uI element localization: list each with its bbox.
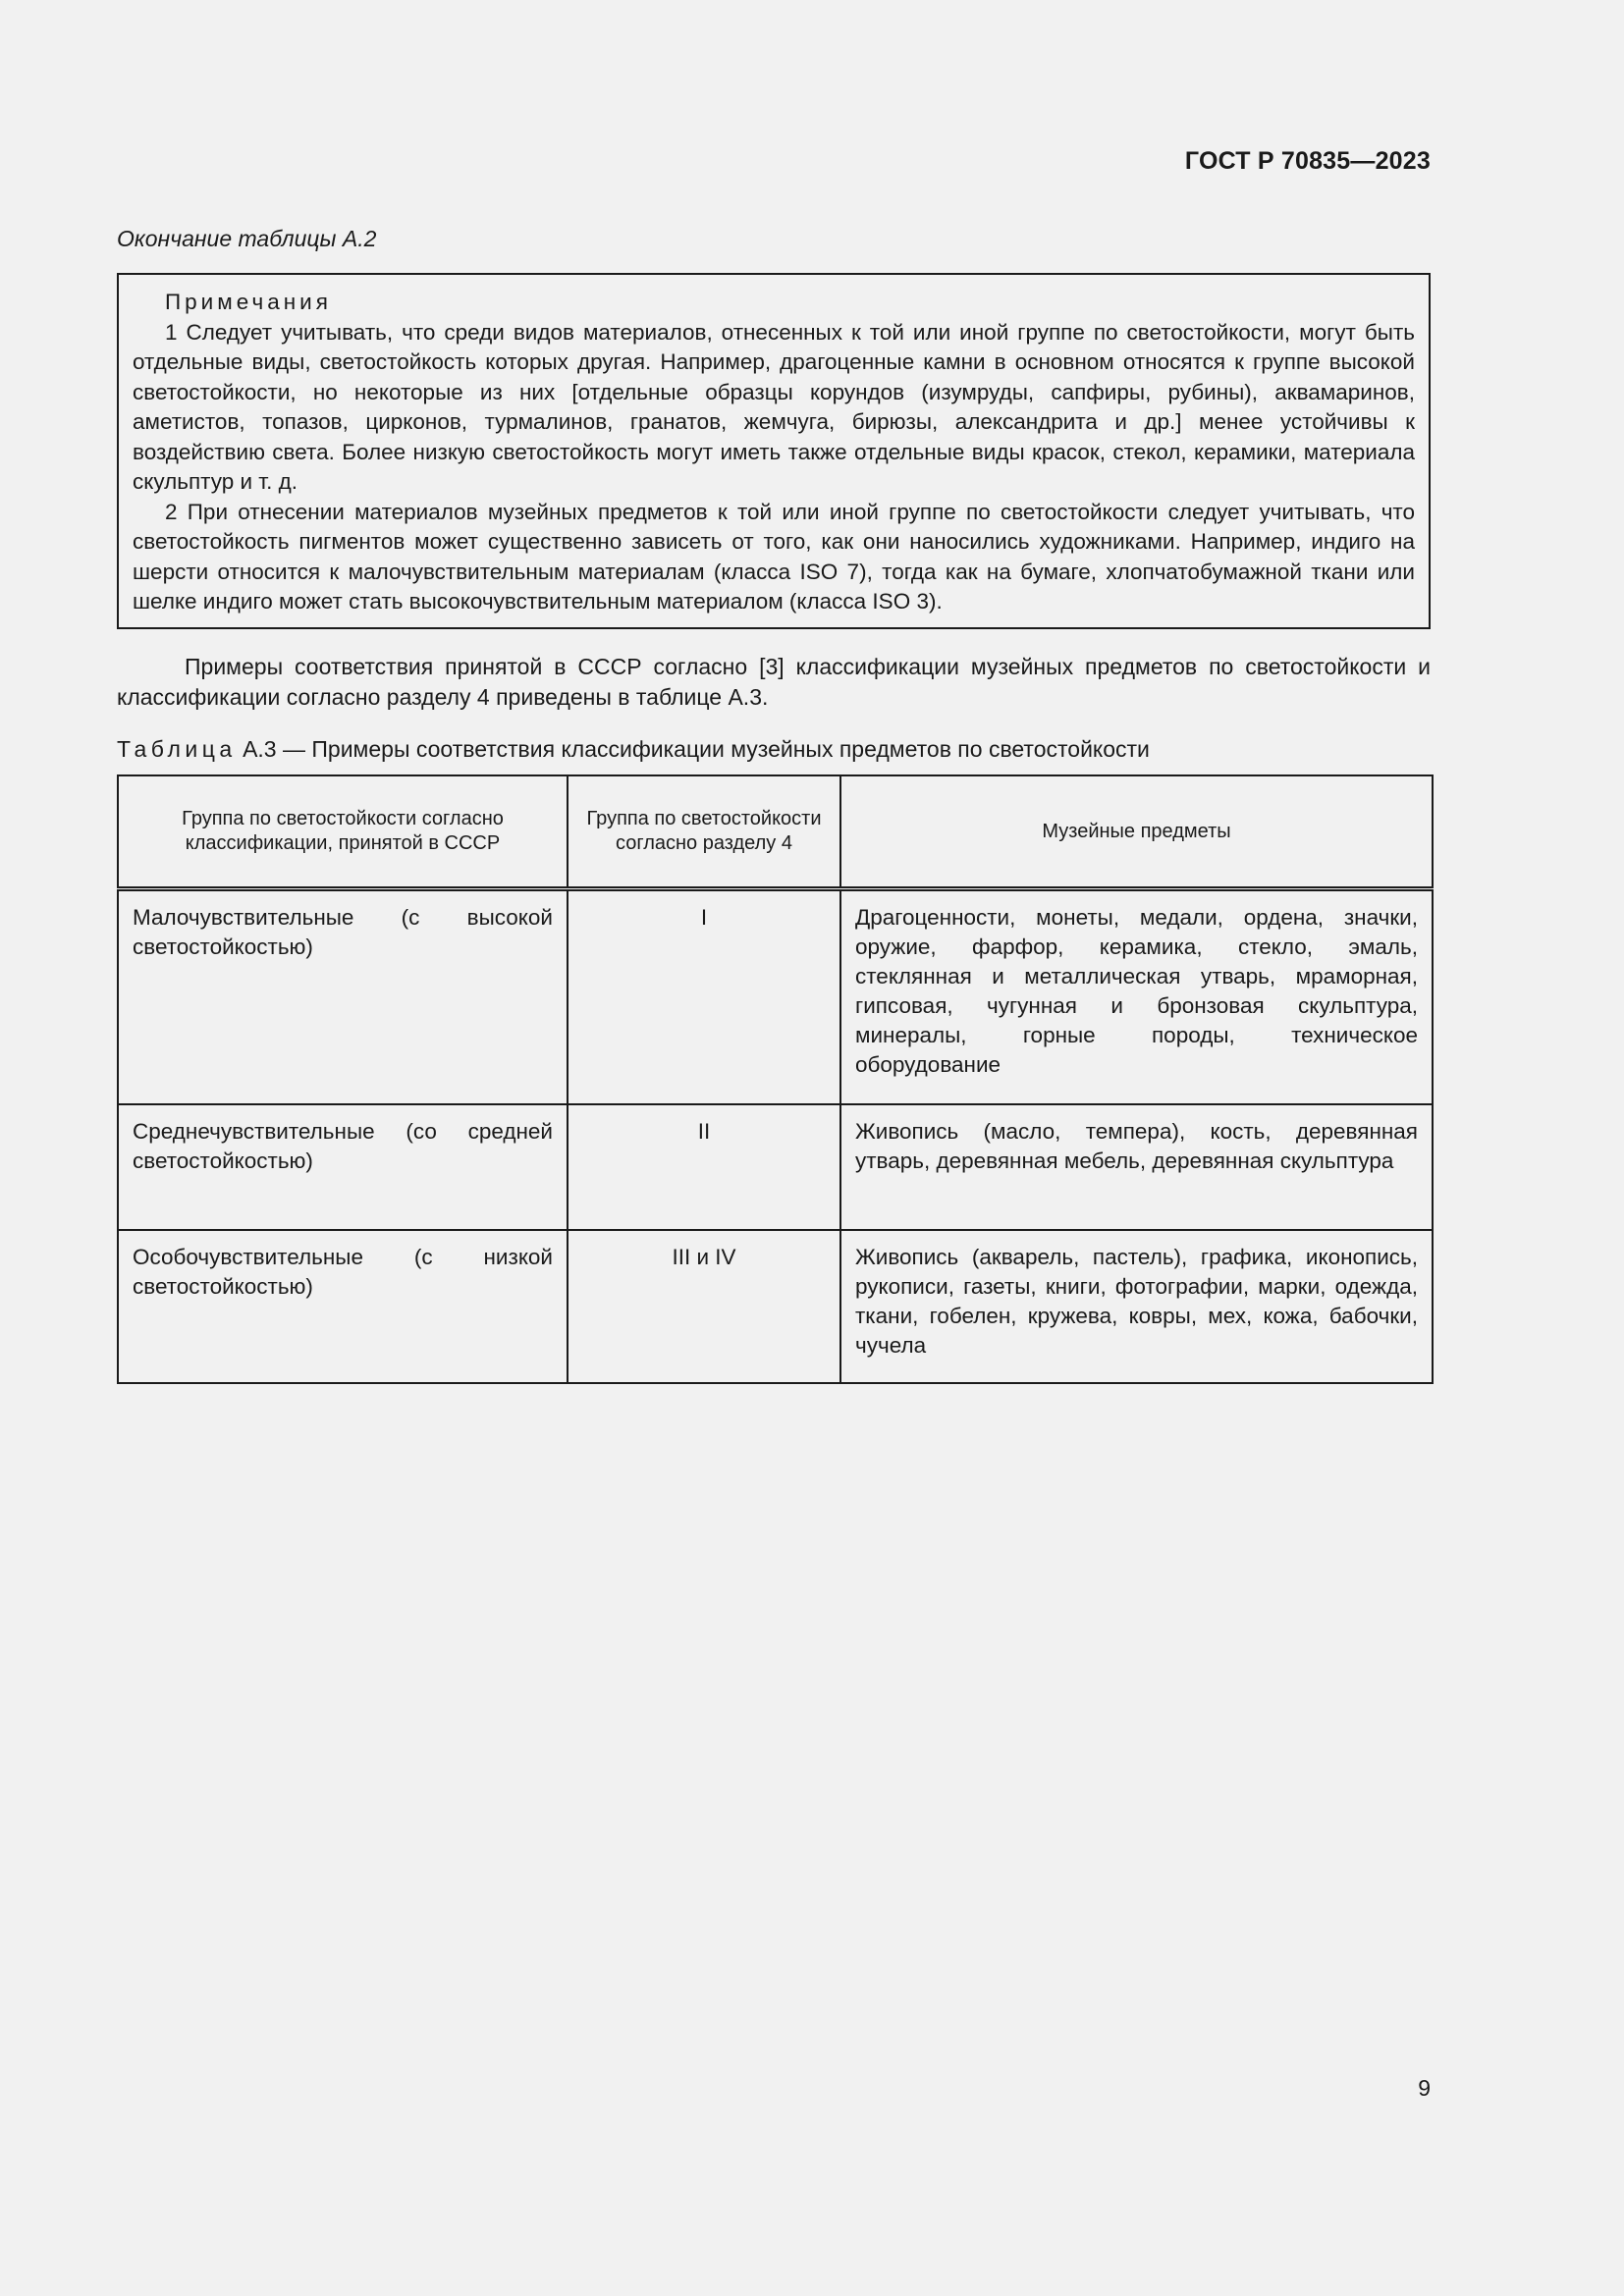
table-row	[118, 1230, 1433, 1383]
note-item-1: 1 Следует учитывать, что среди видов материалов, отнесенных к той или иной группе по светостойкости, могут быть отдельные виды, светостойкость которых другая. Например, драгоценные камни в основном относятся к группе высокой светостойкости, но некоторые из них [отдельные образцы корундов (изумруды, сапфиры, рубины), аквамаринов, аметистов, топазов, цирконов, турмалинов, гранатов, жемчуга, бирюзы, александрита и др.] менее устойчивы к воздействию света. Более низкую светостойкость могут иметь также отдельные виды красок, стекол, керамики, материала скульптур и т. д.	[133, 319, 1415, 494]
table-caption-text: А.3 — Примеры соответствия классификации музейных предметов по светостойкости	[243, 736, 1150, 762]
table-end-caption: Окончание таблицы А.2	[117, 226, 377, 251]
header-group-ussr: Группа по светостойкости согласно классификации, принятой в СССР	[118, 775, 568, 889]
header-museum-items: Музейные предметы	[840, 775, 1433, 889]
cell-museum-items: Драгоценности, монеты, медали, ордена, значки, оружие, фарфор, керамика, стекло, эмаль, стеклянная и металлическая утварь, мраморная, гипсовая, чугунная и бронзовая скульптура, минералы, горные породы, техническое оборудование	[840, 889, 1433, 1105]
cell-group-section4: III и IV	[568, 1230, 840, 1383]
table-caption-label: Таблица	[117, 736, 237, 762]
cell-museum-items: Живопись (масло, темпера), кость, деревянная утварь, деревянная мебель, деревянная скульптура	[840, 1104, 1433, 1230]
cell-group-section4: I	[568, 889, 840, 1105]
page-number: 9	[1418, 2075, 1431, 2101]
table-row	[118, 889, 1433, 1105]
document-id: ГОСТ Р 70835—2023	[1184, 147, 1431, 175]
note-item-2: 2 При отнесении материалов музейных предметов к той или иной группе по светостойкости следует учитывать, что светостойкость пигментов может существенно зависеть от того, как они наносились художниками. Например, индиго на шерсти относится к малочувствительным материалам (класса ISO 7), тогда как на бумаге, хлопчатобумажной ткани или шелке индиго может стать высокочувствительным материалом (класса ISO 3).	[133, 499, 1415, 614]
table-caption	[117, 734, 1150, 764]
notes-box	[117, 273, 1431, 629]
cell-group-ussr: Среднечувствительные (со средней светостойкостью)	[118, 1104, 568, 1230]
notes-title: Примечания	[165, 290, 332, 314]
header-group-section4: Группа по светостойкости согласно разделу 4	[568, 775, 840, 889]
cell-group-ussr: Особочувствительные (с низкой светостойкостью)	[118, 1230, 568, 1383]
table-header-row	[118, 775, 1433, 889]
classification-table	[117, 774, 1434, 1384]
intro-paragraph: Примеры соответствия принятой в СССР согласно [3] классификации музейных предметов по светостойкости и классификации согласно разделу 4 приведены в таблице А.3.	[117, 654, 1431, 710]
cell-museum-items: Живопись (акварель, пастель), графика, иконопись, рукописи, газеты, книги, фотографии, марки, одежда, ткани, гобелен, кружева, ковры, мех, кожа, бабочки, чучела	[840, 1230, 1433, 1383]
cell-group-section4: II	[568, 1104, 840, 1230]
cell-group-ussr: Малочувствительные (с высокой светостойкостью)	[118, 889, 568, 1105]
table-row	[118, 1104, 1433, 1230]
